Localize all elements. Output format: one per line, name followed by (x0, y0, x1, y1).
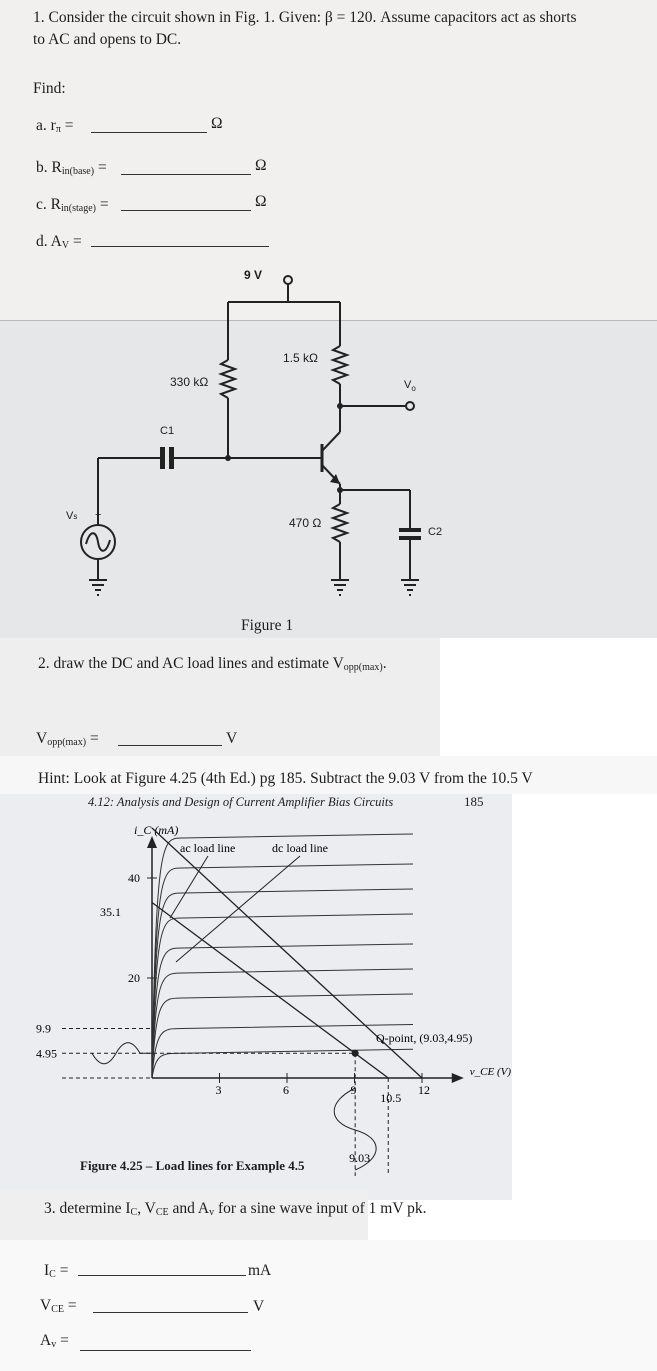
label-c2: C2 (428, 526, 443, 538)
x-tick-label: 9 (350, 1083, 357, 1097)
vce-eq: = (67, 1297, 77, 1314)
item-var: r (50, 117, 56, 134)
answer-av (36, 233, 82, 251)
unit-r-pi: Ω (211, 115, 223, 132)
region-answers (0, 1240, 657, 1371)
dc-load-line-label: dc load line (272, 841, 328, 855)
item-eq: = (72, 233, 82, 250)
av-sub: v (51, 1339, 57, 1350)
item-var: A (50, 233, 62, 250)
item-sub: in(stage) (60, 203, 96, 214)
label-re: 470 Ω (289, 516, 322, 530)
problem2-text (38, 655, 387, 673)
x-axis-arrow (452, 1073, 464, 1083)
ground-icon (401, 580, 419, 595)
book-header: 4.12: Analysis and Design of Current Amplifier Bias Circuits (88, 795, 394, 809)
item-prefix: a. (36, 117, 47, 134)
x-tick-label: 3 (215, 1083, 222, 1097)
load-line-chart (0, 816, 520, 1188)
annotation-9.03: 9.03 (349, 1151, 371, 1165)
unit-ic: mA (248, 1262, 272, 1279)
label-vo-main: V (404, 379, 412, 391)
y-tick-label: 40 (128, 871, 140, 885)
capacitor-c2-plate (399, 528, 421, 532)
item-sub: in(base) (61, 166, 95, 177)
resistor-rc (333, 346, 347, 384)
characteristic-curve (152, 969, 413, 1078)
book-page-number: 185 (464, 794, 484, 809)
circuit-schematic (0, 260, 657, 640)
answer-rin-stage (36, 196, 109, 214)
item-eq: = (99, 196, 109, 213)
label-vo (404, 379, 416, 393)
answer-blank-r-pi[interactable] (91, 132, 207, 133)
junction-dot (337, 403, 343, 409)
characteristic-curve (152, 994, 413, 1078)
ic-var: I (44, 1262, 50, 1279)
output-terminal (406, 402, 414, 410)
find-label: Find: (33, 80, 66, 97)
ground-icon (89, 580, 107, 595)
item-eq: = (97, 159, 107, 176)
resistor-rb (221, 360, 235, 398)
ac-label-leader (170, 856, 208, 918)
problem2-end: . (382, 655, 387, 672)
x-tick-label: 12 (418, 1083, 430, 1097)
p3-e: for a sine wave input of 1 mV pk. (214, 1200, 427, 1217)
annotation-9.9: 9.9 (36, 1021, 51, 1036)
junction-dot (337, 487, 343, 493)
answer-ic (44, 1262, 68, 1280)
problem3-text (44, 1200, 426, 1218)
problem1-line1: 1. Consider the circuit shown in Fig. 1. Given: β = 120. Assume capacitors act as shorts (33, 9, 577, 26)
label-vo-sub: o (411, 384, 416, 393)
item-sub: V (61, 240, 70, 251)
y-axis-arrow (147, 836, 157, 848)
ac-load-line-label: ac load line (180, 841, 236, 855)
problem2-sub: opp(max) (343, 662, 383, 673)
av-var: A (40, 1332, 52, 1349)
capacitor-c1-plate (160, 447, 165, 469)
capacitor-c2-plate (399, 536, 421, 540)
item-prefix: d. (36, 233, 48, 250)
x-axis-label: v_CE (V) (469, 1066, 511, 1078)
p3-b: , V (137, 1200, 156, 1217)
label-vs-sub: s (73, 512, 78, 521)
answer-blank-rin-stage[interactable] (121, 210, 251, 211)
vce-sub: CE (51, 1304, 64, 1315)
p3-d: and A (168, 1200, 210, 1217)
answer-vopp (36, 730, 99, 748)
p3-c: C (130, 1207, 138, 1218)
junction-dot (225, 455, 231, 461)
answer-blank-av[interactable] (91, 246, 269, 247)
figure1-caption: Figure 1 (241, 617, 294, 634)
annotation-35.1: 35.1 (100, 905, 121, 919)
vopp-sub: opp(max) (47, 737, 87, 748)
characteristic-curve (152, 944, 413, 1078)
item-eq: = (64, 117, 74, 134)
capacitor-c1-plate (169, 447, 174, 469)
unit-rin-stage: Ω (255, 193, 267, 210)
ic-sub: C (49, 1269, 56, 1280)
x-tick-label: 6 (283, 1083, 289, 1097)
label-vs-main: V (66, 510, 74, 522)
answer-av-final (40, 1332, 69, 1350)
label-rb: 330 kΩ (170, 375, 209, 389)
label-c1: C1 (160, 425, 175, 437)
answer-blank-vopp[interactable] (118, 745, 222, 746)
supply-terminal (284, 276, 292, 284)
answer-blank-av-final[interactable] (80, 1350, 251, 1351)
y-tick-label: 20 (128, 971, 140, 985)
label-supply: 9 V (244, 268, 263, 282)
hint-text: Hint: Look at Figure 4.25 (4th Ed.) pg 185. Subtract the 9.03 V from the 10.5 V (38, 770, 533, 787)
label-rc: 1.5 kΩ (283, 351, 318, 365)
item-prefix: c. (36, 196, 47, 213)
ground-icon (331, 580, 349, 595)
problem2-main: 2. draw the DC and AC load lines and estimate V (38, 655, 344, 672)
answer-blank-vce[interactable] (93, 1312, 248, 1313)
answer-blank-ic[interactable] (78, 1275, 246, 1276)
vce-var: V (40, 1297, 52, 1314)
unit-vopp: V (226, 730, 238, 747)
vopp-eq: = (89, 730, 99, 747)
p3-a: 3. determine I (44, 1200, 131, 1217)
answer-vce (40, 1297, 77, 1315)
ic-eq: = (59, 1262, 69, 1279)
p3-v: v (209, 1207, 215, 1218)
item-prefix: b. (36, 159, 48, 176)
item-var: R (51, 159, 62, 176)
annotation-4.95: 4.95 (36, 1046, 57, 1061)
answer-blank-rin-base[interactable] (121, 174, 251, 175)
sine-icon (86, 533, 110, 551)
av-eq: = (60, 1332, 69, 1349)
answer-rin-base (36, 159, 107, 177)
vopp-var: V (36, 730, 48, 747)
p3-ce: CE (155, 1207, 169, 1218)
label-vs (66, 510, 77, 522)
problem1-line2: to AC and opens to DC. (33, 31, 182, 48)
q-point-label: Q-point, (9.03,4.95) (376, 1031, 473, 1045)
item-var: R (50, 196, 61, 213)
unit-rin-base: Ω (255, 157, 267, 174)
book-figure-caption: Figure 4.25 – Load lines for Example 4.5 (80, 1158, 305, 1173)
resistor-re (333, 504, 347, 542)
answer-r-pi (36, 117, 74, 135)
unit-vce: V (253, 1298, 265, 1315)
y-axis-label: i_C (mA) (134, 823, 179, 837)
annotation-10.5: 10.5 (380, 1091, 402, 1105)
item-sub: π (55, 124, 61, 135)
label-vs-plus: + (95, 509, 102, 521)
